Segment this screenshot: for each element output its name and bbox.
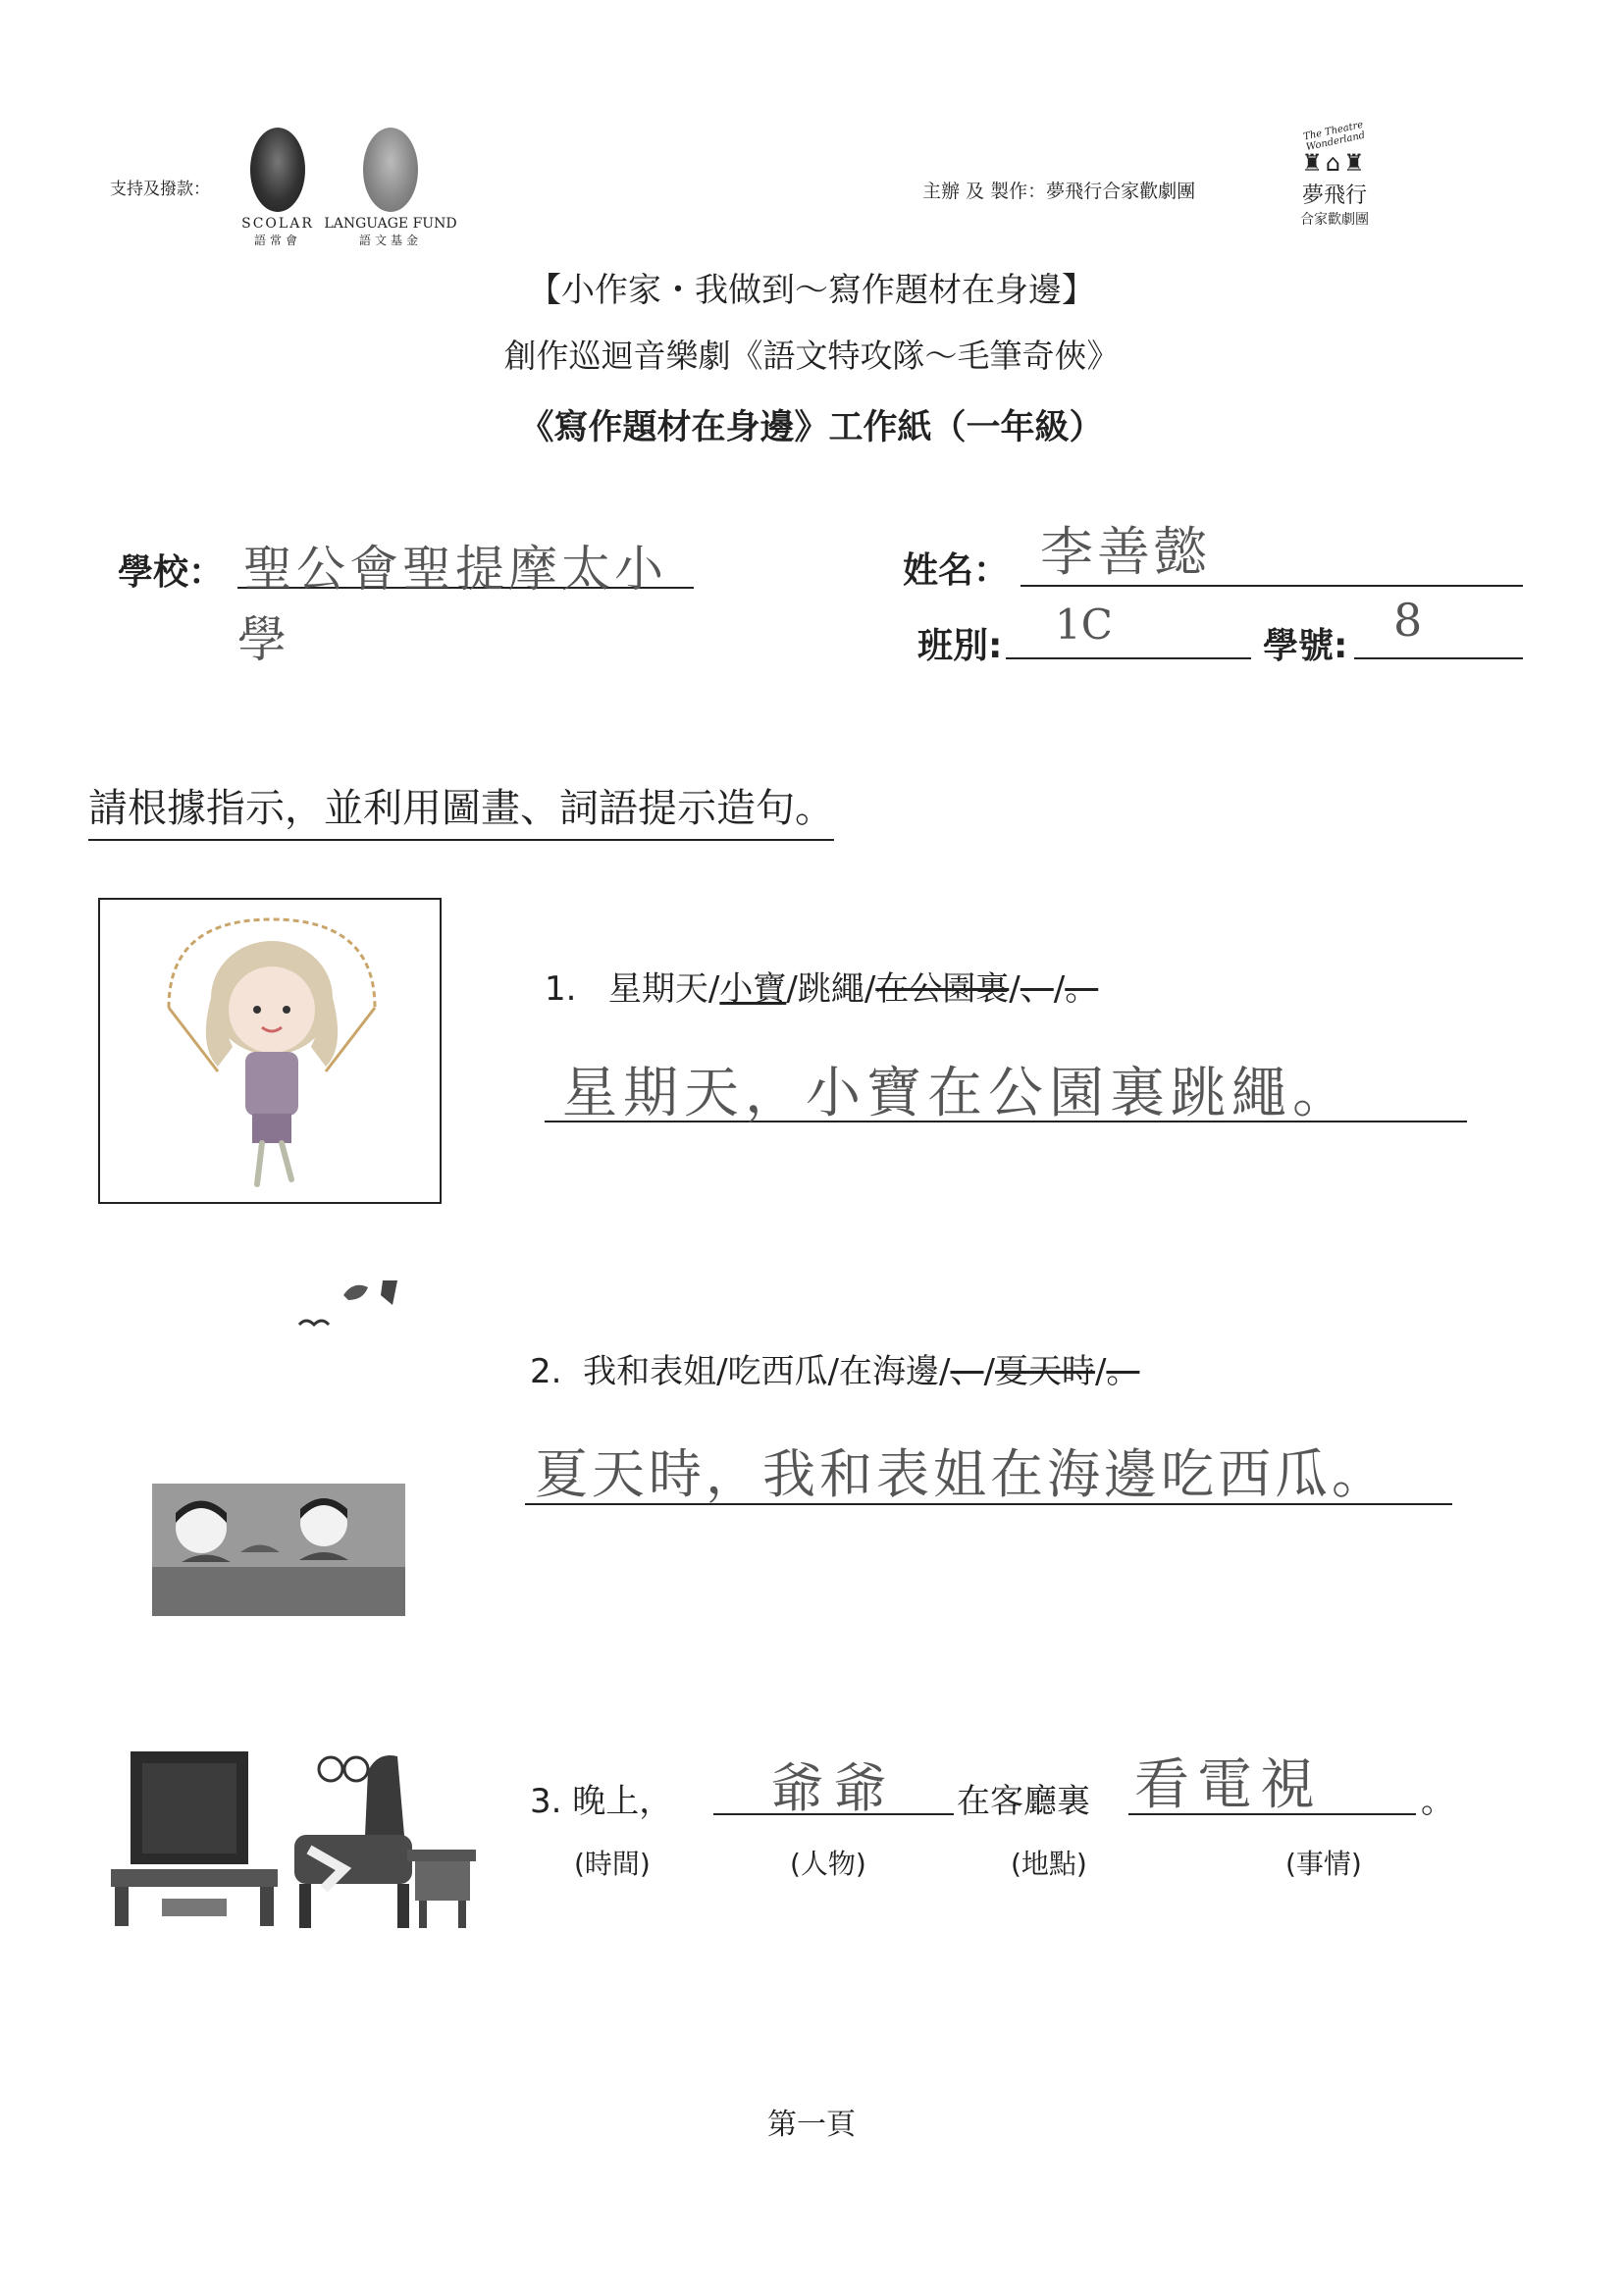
page-number: 第一頁 (767, 2108, 856, 2142)
number-label: 學號: (1263, 626, 1348, 666)
title-line-2: 創作巡迴音樂劇《語文特攻隊～毛筆奇俠》 (503, 337, 1120, 375)
name-field[interactable] (1021, 510, 1523, 587)
scolar-logo-zh: 語常會 (253, 234, 301, 247)
q1-slash: / (707, 969, 720, 1009)
sponsor-label: 支持及撥款： (110, 180, 210, 199)
q3-illustration (103, 1742, 486, 1938)
scolar-emblem-icon (250, 128, 305, 212)
scolar-logo-en: SCOLAR (241, 216, 314, 232)
q3-caption-person: (人物) (790, 1848, 866, 1880)
q1-word: 星期天 (607, 969, 708, 1009)
q1-word: 。 (1065, 969, 1099, 1009)
grandpa-watching-tv-icon (103, 1742, 486, 1938)
q1-answer: 星期天，小寶在公園裏跳繩。 (562, 1062, 1353, 1125)
q2-slash: / (716, 1352, 728, 1391)
q2-word: 在海邊 (839, 1352, 940, 1391)
q2-slash: / (827, 1352, 840, 1391)
q2-word: 我和表姐 (583, 1352, 717, 1391)
theatre-logo-sub: 合家歡劇團 (1300, 212, 1369, 228)
q3-caption-place: (地點) (1011, 1848, 1087, 1880)
q2-prompt (530, 1344, 1139, 1392)
q2-slash: / (983, 1352, 995, 1391)
q1-word: 跳繩 (797, 969, 864, 1009)
language-fund-emblem-icon (363, 128, 418, 212)
q1-number: 1. (545, 969, 577, 1009)
name-value: 李善懿 (1040, 521, 1211, 583)
q2-word: 、 (950, 1352, 984, 1391)
kids-eating-watermelon-icon (152, 1484, 405, 1616)
language-fund-logo-zh: 語文基金 (358, 234, 422, 247)
q1-word: 小寶 (719, 969, 787, 1009)
q3-person-value: 爺爺 (770, 1757, 897, 1819)
q2-answer: 夏天時，我和表姐在海邊吃西瓜。 (535, 1443, 1388, 1505)
title-line-1: 【小作家・我做到～寫作題材在身邊】 (528, 271, 1095, 310)
q1-slash: / (1009, 969, 1021, 1009)
theatre-logo-name: 夢飛行 (1301, 183, 1367, 208)
q1-slash: / (864, 969, 876, 1009)
organizer-text: 主辦 及 製作：夢飛行合家歡劇團 (922, 181, 1196, 202)
castle-icon: ♜⌂♜ (1301, 149, 1368, 177)
number-field[interactable] (1354, 594, 1523, 659)
instruction-text: 請根據指示，並利用圖畫、詞語提示造句。 (88, 777, 834, 841)
seagull-icon (294, 1276, 402, 1344)
number-value: 8 (1393, 594, 1423, 647)
q1-answer-line[interactable] (545, 1050, 1467, 1125)
q2-illustration (152, 1484, 405, 1616)
class-value: 1C (1055, 600, 1113, 649)
q2-number: 2. (530, 1352, 562, 1391)
q1-word: 、 (1020, 969, 1054, 1009)
class-field[interactable] (1006, 600, 1251, 659)
q2-word: 。 (1106, 1352, 1140, 1391)
scolar-logo (224, 128, 332, 248)
q3-lead-text: 晚上， (572, 1782, 673, 1821)
q3-middle: 在客廳裏 (957, 1782, 1090, 1821)
q3-action-value: 看電視 (1134, 1753, 1323, 1817)
q2-word: 夏天時 (994, 1352, 1095, 1391)
q2-answer-line[interactable] (525, 1433, 1452, 1505)
language-fund-logo (322, 128, 459, 248)
q1-word: 在公園裏 (875, 969, 1010, 1009)
school-field[interactable] (237, 530, 694, 668)
q3-caption-time: (時間) (574, 1848, 651, 1880)
q3-caption-event: (事情) (1285, 1848, 1362, 1880)
q1-illustration (98, 898, 442, 1204)
language-fund-logo-en: LANGUAGE FUND (324, 216, 457, 232)
school-value: 聖公會聖提摩太小學 (237, 541, 667, 668)
q2-slash: / (1094, 1352, 1107, 1391)
theatre-logo (1276, 119, 1393, 229)
q3-action-blank[interactable] (1128, 1742, 1416, 1815)
theatre-logo-arc-text: The Theatre Wonderland (1302, 119, 1367, 154)
name-label: 姓名： (903, 550, 1010, 591)
q2-slash: / (939, 1352, 951, 1391)
title-line-3: 《寫作題材在身邊》工作紙（一年級） (519, 408, 1104, 447)
class-label: 班別: (917, 626, 1003, 666)
q3-lead (530, 1774, 672, 1822)
q2-word: 吃西瓜 (727, 1352, 828, 1391)
q1-slash: / (1053, 969, 1066, 1009)
q3-person-blank[interactable] (713, 1747, 954, 1819)
school-label: 學校： (118, 552, 225, 593)
q1-slash: / (786, 969, 798, 1009)
q1-prompt (545, 962, 1098, 1010)
girl-jump-rope-icon (100, 900, 440, 1202)
q3-end: 。 (1421, 1782, 1454, 1821)
q3-number: 3. (530, 1782, 562, 1821)
